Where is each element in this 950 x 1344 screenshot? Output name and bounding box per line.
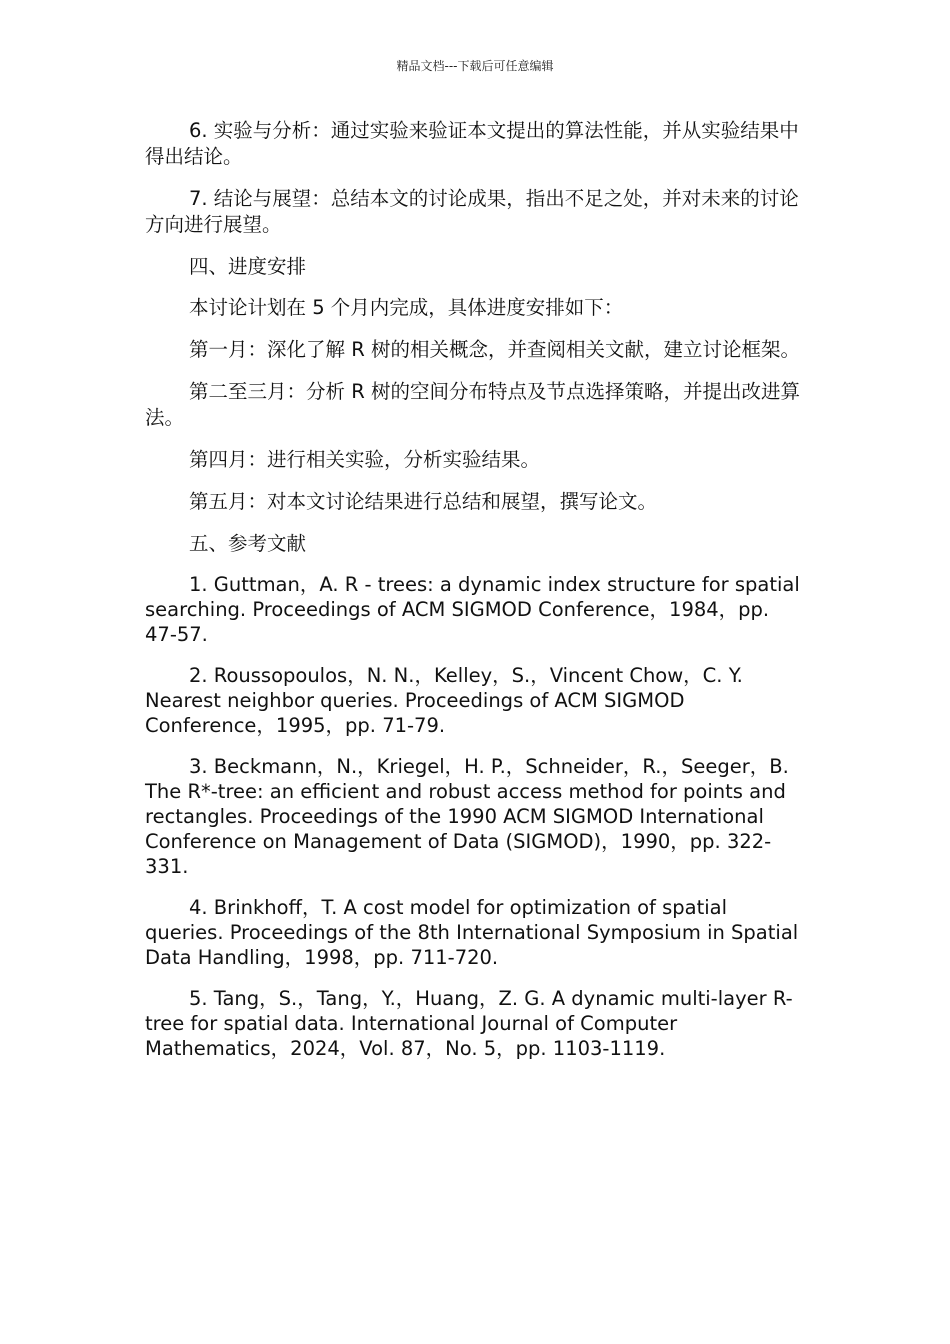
paragraph-month-4: 第四月：进行相关实验，分析实验结果。 (189, 448, 541, 471)
paragraph-experiment: 6. 实验与分析：通过实验来验证本文提出的算法性能，并从实验结果中得出结论。 (145, 119, 799, 168)
paragraph-schedule-intro: 本讨论计划在 5 个月内完成，具体进度安排如下： (189, 296, 624, 319)
reference-item: 4. Brinkhoff，T. A cost model for optimization of spatial queries. Proceedings of the 8th International Symposium in Spatial Data Handling，1998，pp. 711-720. (145, 896, 799, 969)
page-header: 精品文档---下载后可任意编辑 (396, 59, 554, 73)
reference-item: 3. Beckmann，N.，Kriegel，H. P.，Schneider，R.，Seeger，B. The R*-tree: an efficient and robust access method for points and rectangles. Proceedings of the 1990 ACM SIGMOD International Conference on Management of Data (SIGMOD)，1990，pp. 322-331. (145, 755, 789, 878)
reference-item: 5. Tang，S.，Tang，Y.，Huang，Z. G. A dynamic multi-layer R-tree for spatial data. International Journal of Computer Mathematics，2024，Vol. 87，No. 5，pp. 1103-1119. (145, 987, 793, 1060)
paragraph-month-5: 第五月：对本文讨论结果进行总结和展望，撰写论文。 (189, 490, 658, 513)
paragraph-month-1: 第一月：深化了解 R 树的相关概念，并查阅相关文献，建立讨论框架。 (189, 338, 800, 361)
reference-item: 2. Roussopoulos，N. N.，Kelley，S.，Vincent Chow，C. Y. Nearest neighbor queries. Proceedings of ACM SIGMOD Conference，1995，pp. 71-79. (145, 664, 743, 737)
paragraph-month-2-3: 第二至三月：分析 R 树的空间分布特点及节点选择策略，并提出改进算法。 (145, 380, 800, 429)
section-heading-schedule: 四、进度安排 (189, 255, 307, 278)
document-body (145, 118, 805, 1077)
section-heading-references: 五、参考文献 (189, 532, 307, 555)
reference-item: 1. Guttman，A. R - trees: a dynamic index structure for spatial searching. Proceedings of ACM SIGMOD Conference，1984，pp. 47-57. (145, 573, 800, 646)
paragraph-conclusion: 7. 结论与展望：总结本文的讨论成果，指出不足之处，并对未来的讨论方向进行展望。 (145, 187, 799, 236)
